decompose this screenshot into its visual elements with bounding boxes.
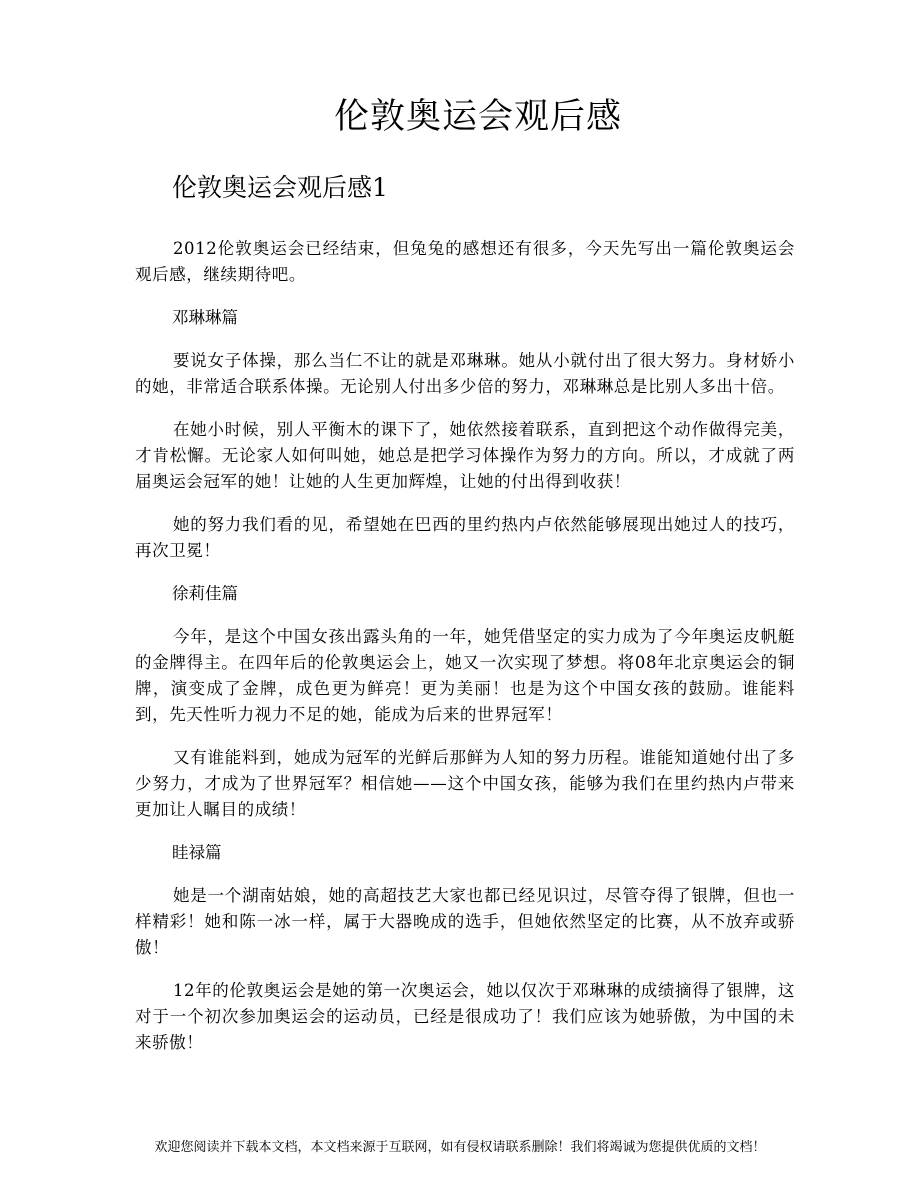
paragraph: 今年，是这个中国女孩出露头角的一年，她凭借坚定的实力成为了今年奥运皮帆艇的金牌得主。在四年后的伦敦奥运会上，她又一次实现了梦想。将08年北京奥运会的铜牌，演变成了金牌，成色更为鲜亮！更为美丽！也是为这个中国女孩的鼓励。谁能料到，先天性听力视力不足的她，能成为后来的世界冠军！	[135, 627, 795, 724]
section-heading-xu-lijia: 徐莉佳篇	[172, 584, 238, 603]
footer-disclaimer: 欢迎您阅读并下载本文档，本文档来源于互联网，如有侵权请联系删除！我们将竭诚为您提供优质的文档！	[154, 1140, 766, 1155]
document-body	[135, 236, 795, 1073]
section-heading-deng-linlin: 邓琳琳篇	[172, 308, 238, 327]
section-heading-sui-lu: 眭禄篇	[172, 843, 222, 862]
paragraph: 她的努力我们看的见，希望她在巴西的里约热内卢依然能够展现出她过人的技巧，再次卫冕！	[135, 515, 795, 560]
page-title: 伦敦奥运会观后感	[333, 97, 622, 137]
paragraph: 她是一个湖南姑娘，她的高超技艺大家也都已经见识过，尽管夺得了银牌，但也一样精彩！她和陈一冰一样，属于大器晚成的选手，但她依然坚定的比赛，从不放弃或骄傲！	[135, 886, 795, 957]
paragraph: 在她小时候，别人平衡木的课下了，她依然接着联系，直到把这个动作做得完美，才肯松懈。无论家人如何叫她，她总是把学习体操作为努力的方向。所以，才成就了两届奥运会冠军的她！让她的人生更加辉煌，让她的付出得到收获！	[135, 420, 795, 491]
paragraph: 又有谁能料到，她成为冠军的光鲜后那鲜为人知的努力历程。谁能知道她付出了多少努力，才成为了世界冠军？相信她——这个中国女孩，能够为我们在里约热内卢带来更加让人瞩目的成绩！	[135, 748, 795, 819]
paragraph: 要说女子体操，那么当仁不让的就是邓琳琳。她从小就付出了很大努力。身材娇小的她，非常适合联系体操。无论别人付出多少倍的努力，邓琳琳总是比别人多出十倍。	[135, 351, 795, 396]
intro-paragraph: 2012伦敦奥运会已经结束，但兔兔的感想还有很多，今天先写出一篇伦敦奥运会观后感，继续期待吧。	[135, 239, 795, 284]
paragraph: 12年的伦敦奥运会是她的第一次奥运会，她以仅次于邓琳琳的成绩摘得了银牌，这对于一个初次参加奥运会的运动员，已经是很成功了！我们应该为她骄傲，为中国的未来骄傲！	[135, 981, 795, 1052]
section-title: 伦敦奥运会观后感1	[172, 173, 388, 202]
